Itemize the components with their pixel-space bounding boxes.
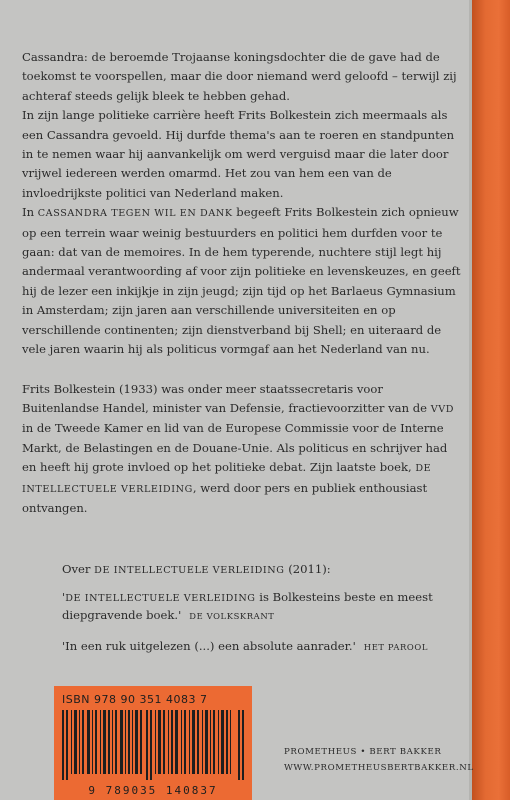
- quote-1-book: DE INTELLECTUELE VERLEIDING: [65, 592, 256, 604]
- quote-1-text: is Bolkesteins beste en meest diepgravende boek.': [62, 589, 433, 622]
- quote-2: [62, 638, 442, 657]
- blurb-p3-rest: begeeft Frits Bolkestein zich opnieuw op een terrein waar weinig bestuurders en politici hem durfden voor te gaan: dat van de memoires. In de hem typerende, nuchtere stijl legt hij andermaal verantwoording af voor zijn politieke en levenskeuzes, en geeft hij de lezer een inkijkje in zijn jeugd; zijn tijd op het Barlaeus Gymnasium in Amsterdam; zijn jaren aan verschillende universiteiten en op verschillende continenten; zijn dienstverband bij Shell; en uiteraard de vele jaren waarin hij als politicus vormgaf aan het Nederland van nu.: [22, 205, 461, 357]
- quotes-intro-prefix: Over: [62, 562, 91, 576]
- back-cover-text: [22, 48, 462, 518]
- quotes-intro-book: DE INTELLECTUELE VERLEIDING: [94, 565, 285, 576]
- review-quotes: [62, 561, 442, 656]
- quote-1-open: ': [62, 589, 66, 604]
- barcode-panel: [54, 686, 252, 800]
- blurb-p3-prefix: In: [22, 205, 35, 220]
- blurb-paragraph-3: [22, 203, 462, 359]
- party-name: VVD: [430, 403, 455, 415]
- bio-part-2: in de Tweede Kamer en lid van de Europese Commissie voor de Interne Markt, de Belastingen en de Douane-Unie. Als politicus en schrijver had en heeft hij grote invloed op het politieke debat. Zijn laatste boek,: [22, 421, 448, 475]
- barcode-digits: 9 789035 140837: [88, 784, 218, 797]
- publisher-website: WWW.PROMETHEUSBERTBAKKER.NL: [284, 763, 474, 773]
- previous-book-title: DE INTELLECTUELE VERLEIDING: [22, 463, 432, 495]
- bio-part-3: , werd door pers en publiek enthousiast ontvangen.: [22, 480, 428, 515]
- blurb-paragraph-1: Cassandra: de beroemde Trojaanse koningsdochter die de gave had de toekomst te voorspellen, maar die door niemand werd geloofd – terwijl zij achteraf steeds gelijk bleek te hebben gehad.: [22, 50, 457, 103]
- isbn-label: ISBN 978 90 351 4083 7: [62, 693, 208, 706]
- barcode-icon: [62, 710, 244, 780]
- quote-2-source: HET PAROOL: [363, 641, 428, 652]
- bio-part-1: Frits Bolkestein (1933) was onder meer staatssecretaris voor Buitenlandse Handel, minister van Defensie, fractievoorzitter van de: [22, 381, 428, 415]
- author-bio: [22, 380, 462, 519]
- quote-1-source: DE VOLKSKRANT: [189, 611, 275, 621]
- quote-1: [62, 589, 442, 626]
- quote-2-text: 'In een ruk uitgelezen (...) een absolute aanrader.': [62, 638, 356, 653]
- publisher-info: [284, 744, 474, 776]
- quotes-intro-year: (2011):: [288, 562, 331, 576]
- publisher-name: PROMETHEUS • BERT BAKKER: [284, 747, 442, 757]
- blurb-paragraph-2: In zijn lange politieke carrière heeft Frits Bolkestein zich meermaals als een Cassandra gevoeld. Hij durfde thema's aan te roeren en standpunten in te nemen waar hij aanvankelijk om werd verguisd maar die later door vrijwel iedereen werden omarmd. Het zou van hem een van de invloedrijkste politici van Nederland maken.: [22, 108, 455, 200]
- quotes-intro: [62, 561, 442, 580]
- spine: [472, 0, 510, 800]
- book-title: CASSANDRA TEGEN WIL EN DANK: [37, 208, 233, 220]
